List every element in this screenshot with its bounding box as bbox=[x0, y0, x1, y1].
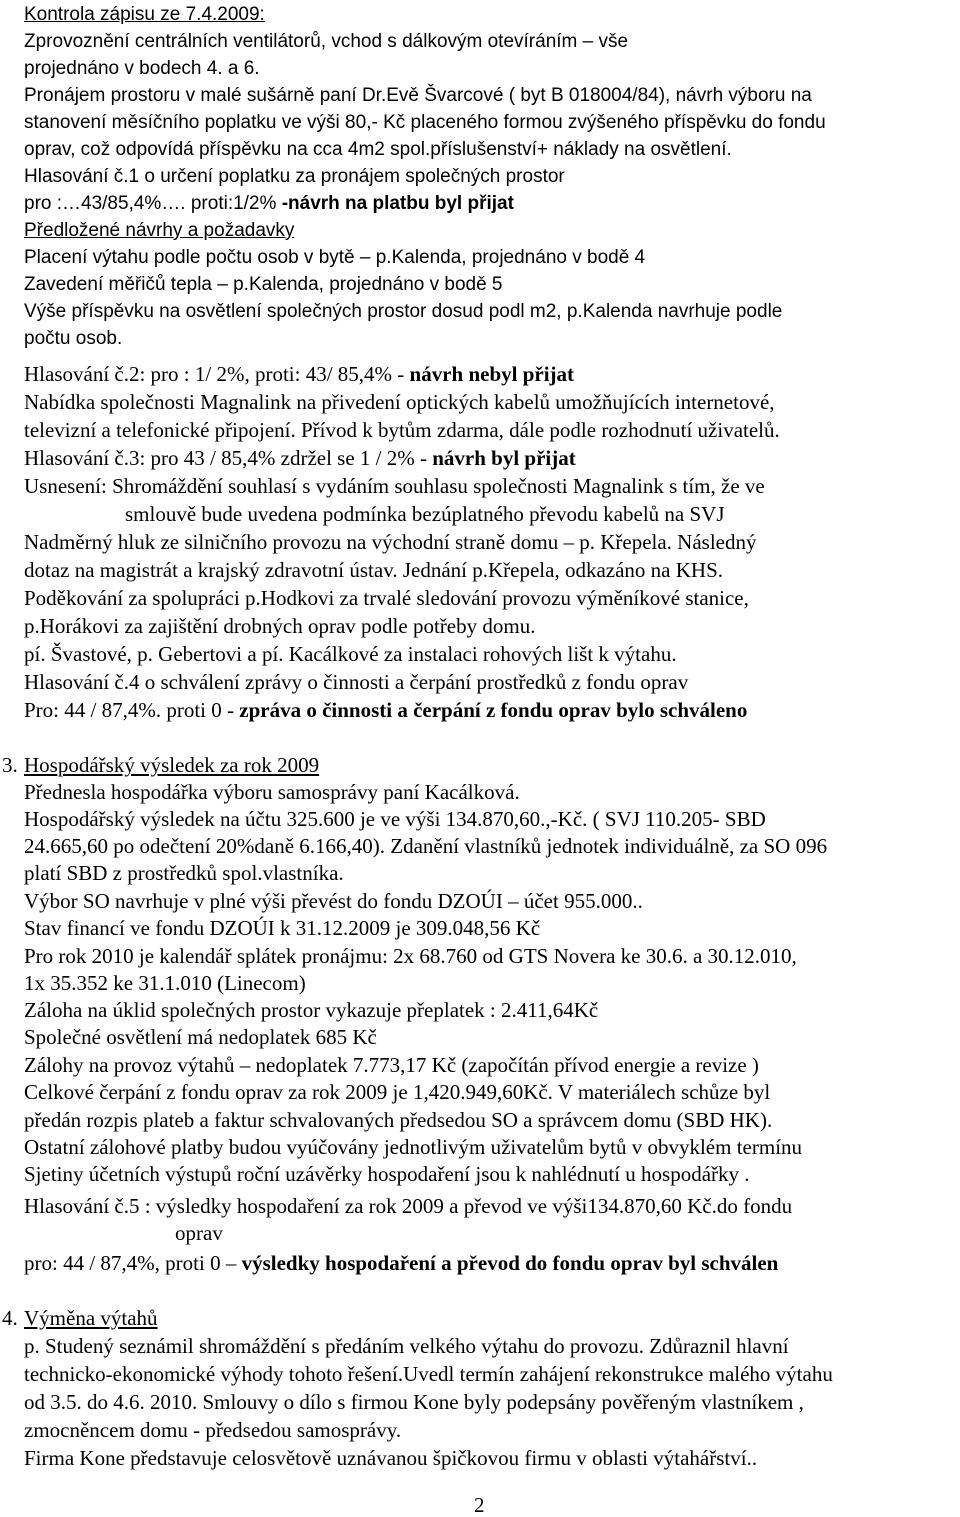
s3-line: Přednesla hospodářka výboru samosprávy paní Kacálková. bbox=[24, 780, 520, 804]
vote-text: Hlasování č.3: pro 43 / 85,4% zdržel se 1 / 2% - bbox=[24, 446, 433, 470]
s3-line: Společné osvětlení má nedoplatek 685 Kč bbox=[24, 1025, 377, 1049]
kontrola-line: projednáno v bodech 4. a 6. bbox=[24, 58, 260, 79]
navrhy-line: Hlasování č.4 o schválení zprávy o činnosti a čerpání prostředků z fondu oprav bbox=[24, 670, 689, 694]
navrhy-line: p.Horákovi za zajištění drobných oprav podle potřeby domu. bbox=[24, 614, 536, 638]
navrhy-line: Nabídka společnosti Magnalink na přivedení optických kabelů umožňujících internetové, bbox=[24, 390, 775, 414]
navrhy-line: počtu osob. bbox=[24, 328, 123, 349]
vote-result: zpráva o činnosti a čerpání z fondu oprav bylo schváleno bbox=[239, 698, 748, 722]
vote-result: návrh nebyl přijat bbox=[409, 362, 575, 386]
s3-line: Záloha na úklid společných prostor vykazuje přeplatek : 2.411,64Kč bbox=[24, 998, 599, 1022]
vote-text: Hlasování č.2: pro : 1/ 2%, proti: 43/ 85,4% - bbox=[24, 362, 410, 386]
kontrola-line: stanovení měsíčního poplatku ve výši 80,- Kč placeného formou zvýšeného příspěvku do fondu bbox=[24, 112, 826, 133]
vote-line bbox=[24, 361, 574, 387]
s3-line: předán rozpis plateb a faktur schvalovaných předsedou SO a správcem domu (SBD HK). bbox=[24, 1108, 773, 1132]
kontrola-title: Kontrola zápisu ze 7.4.2009: bbox=[24, 4, 265, 25]
navrhy-line: dotaz na magistrát a krajský zdravotní ústav. Jednání p.Křepela, odkazáno na KHS. bbox=[24, 558, 723, 582]
vote-result: -návrh na platbu byl přijat bbox=[281, 193, 514, 214]
navrhy-line: televizní a telefonické připojení. Přívod k bytům zdarma, dále podle rozhodnutí uživatelů. bbox=[24, 418, 780, 442]
vote-line bbox=[24, 445, 576, 471]
s3-line: platí SBD z prostředků spol.vlastníka. bbox=[24, 861, 344, 885]
kontrola-line: Zprovoznění centrálních ventilátorů, vchod s dálkovým otevíráním – vše bbox=[24, 31, 629, 52]
navrhy-line: pí. Švastové, p. Gebertovi a pí. Kacálkové za instalaci rohových lišt k výtahu. bbox=[24, 642, 677, 666]
s3-line: 1x 35.352 ke 31.1.010 (Linecom) bbox=[24, 971, 306, 995]
s3-line: Sjetiny účetních výstupů roční uzávěrky hospodaření jsou k nahlédnutí u hospodářky . bbox=[24, 1162, 750, 1186]
s3-line: Ostatní zálohové platby budou vyúčovány jednotlivým uživatelům bytů v obvyklém termínu bbox=[24, 1135, 803, 1159]
vote-text: Pro: 44 / 87,4%. proti 0 - bbox=[24, 698, 240, 722]
s3-line: Stav financí ve fondu DZOÚI k 31.12.2009 je 309.048,56 Kč bbox=[24, 916, 541, 940]
s4-line: od 3.5. do 4.6. 2010. Smlouvy o dílo s firmou Kone byly podepsány pověřeným vlastníkem , bbox=[24, 1390, 804, 1414]
navrhy-line: Poděkování za spolupráci p.Hodkovi za trvalé sledování provozu výměníkové stanice, bbox=[24, 586, 749, 610]
kontrola-line: Hlasování č.1 o určení poplatku za pronájem společných prostor bbox=[24, 166, 565, 187]
page-number: 2 bbox=[474, 1493, 485, 1517]
section-heading: Předložené návrhy a požadavky bbox=[24, 220, 295, 241]
navrhy-line: Placení výtahu podle počtu osob v bytě – p.Kalenda, projednáno v bodě 4 bbox=[24, 247, 646, 268]
s3-line: Hlasování č.5 : výsledky hospodaření za rok 2009 a převod ve výši134.870,60 Kč.do fondu bbox=[24, 1194, 793, 1218]
s4-line: Firma Kone představuje celosvětově uznávanou špičkovou firmu v oblasti výtahářství.. bbox=[24, 1446, 758, 1470]
vote-line bbox=[24, 191, 514, 217]
s4-line: p. Studený seznámil shromáždění s předáním velkého výtahu do provozu. Zdůraznil hlavní bbox=[24, 1334, 789, 1358]
s4-line: technicko-ekonomické výhody tohoto řešení.Uvedl termín zahájení rekonstrukce malého výtahu bbox=[24, 1362, 833, 1386]
vote-result: návrh byl přijat bbox=[432, 446, 576, 470]
navrhy-line: Nadměrný hluk ze silničního provozu na východní straně domu – p. Křepela. Následný bbox=[24, 530, 757, 554]
s3-line: Pro rok 2010 je kalendář splátek pronájmu: 2x 68.760 od GTS Novera ke 30.6. a 30.12.010, bbox=[24, 944, 797, 968]
s3-line: Hospodářský výsledek na účtu 325.600 je ve výši 134.870,60.,-Kč. ( SVJ 110.205- SBD bbox=[24, 807, 766, 831]
navrhy-line: Zavedení měřičů tepla – p.Kalenda, projednáno v bodě 5 bbox=[24, 274, 503, 295]
navrhy-line: Výše příspěvku na osvětlení společných prostor dosud podl m2, p.Kalenda navrhuje podle bbox=[24, 301, 783, 322]
kontrola-line: oprav, což odpovídá příspěvku na cca 4m2 spol.příslušenství+ náklady na osvětlení. bbox=[24, 139, 732, 160]
vote-result: výsledky hospodaření a převod do fondu oprav byl schválen bbox=[241, 1251, 779, 1275]
s4-line: zmocněncem domu - předsedou samosprávy. bbox=[24, 1418, 402, 1442]
kontrola-line: Pronájem prostoru v malé sušárně paní Dr.Evě Švarcové ( byt B 018004/84), návrh výboru na bbox=[24, 85, 812, 106]
navrhy-line: smlouvě bude uvedena podmínka bezúplatného převodu kabelů na SVJ bbox=[125, 502, 725, 526]
vote-text: pro: 44 / 87,4%, proti 0 – bbox=[24, 1251, 242, 1275]
s3-line: Celkové čerpání z fondu oprav za rok 2009 je 1,420.949,60Kč. V materiálech schůze byl bbox=[24, 1080, 771, 1104]
s3-line: Výbor SO navrhuje v plné výši převést do fondu DZOÚI – účet 955.000.. bbox=[24, 889, 643, 913]
s3-line: oprav bbox=[175, 1221, 223, 1245]
section-heading: Hospodářský výsledek za rok 2009 bbox=[24, 753, 320, 777]
vote-text: pro :…43/85,4%…. proti:1/2% bbox=[24, 193, 282, 214]
s3-line: Zálohy na provoz výtahů – nedoplatek 7.773,17 Kč (započítán přívod energie a revize ) bbox=[24, 1053, 759, 1077]
vote-line bbox=[24, 1250, 778, 1276]
section-number: 4. bbox=[2, 1306, 18, 1330]
s3-line: 24.665,60 po odečtení 20%daně 6.166,40). Zdanění vlastníků jednotek individuálně, za SO 096 bbox=[24, 834, 828, 858]
navrhy-line: Usnesení: Shromáždění souhlasí s vydáním souhlasu společnosti Magnalink s tím, že ve bbox=[24, 474, 765, 498]
section-heading: Výměna výtahů bbox=[24, 1306, 158, 1330]
vote-line bbox=[24, 697, 747, 723]
section-number: 3. bbox=[2, 753, 18, 777]
